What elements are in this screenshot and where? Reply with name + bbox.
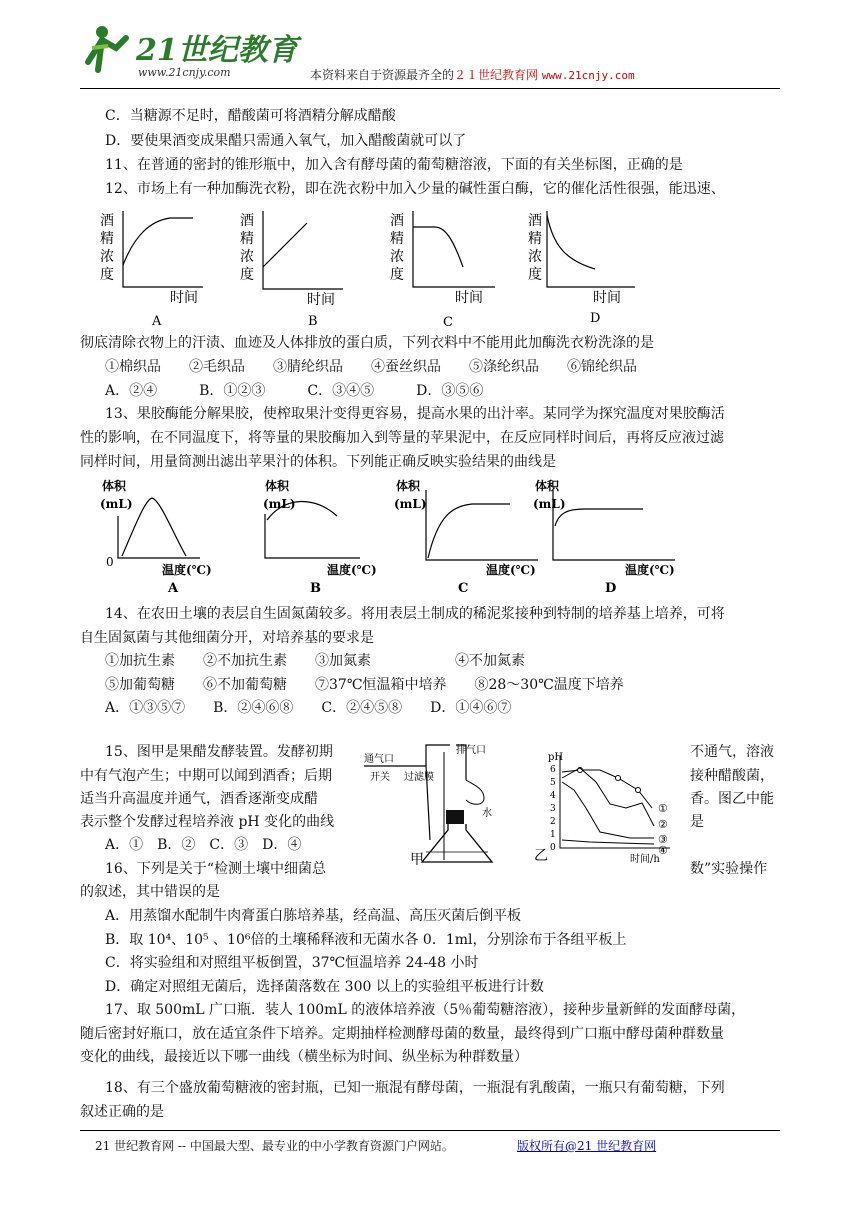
curve-b — [263, 223, 307, 267]
svg-text:③: ③ — [658, 833, 668, 846]
svg-text:体积: 体积 — [396, 479, 421, 493]
text-line: 不通气，溶液 — [690, 744, 774, 760]
svg-text:①: ① — [658, 802, 668, 815]
answer-options: A．②④ B．①②③ C．③④⑤ D．③⑤⑥ — [105, 383, 484, 399]
footer-text: 21 世纪教育网 -- 中国最大型、最专业的中小学教育资源门户网站。 — [95, 1139, 454, 1153]
svg-text:1: 1 — [550, 830, 556, 840]
svg-text:pH: pH — [548, 752, 564, 763]
x-label: 时间 — [593, 290, 621, 306]
q11-chart-a — [100, 211, 203, 329]
ph-chart — [530, 748, 690, 868]
question-13: 13、果胶酶能分解果胶，使榨取果汁变得更容易，提高水果的出汁率。某同学为探究温度对果胶酶活 — [105, 406, 725, 422]
svg-text:水: 水 — [482, 808, 492, 819]
chart-label-c: C — [443, 315, 453, 330]
chart-label-b: B — [310, 581, 321, 596]
svg-text:精: 精 — [390, 231, 404, 247]
svg-text:过滤膜: 过滤膜 — [404, 772, 434, 783]
axes — [265, 514, 360, 558]
flask — [422, 824, 492, 862]
option-a: A．用蒸馏水配制牛肉膏蛋白胨培养基，经高温、高压灭菌后倒平板 — [105, 908, 522, 924]
text-line: 的叙述，其中错误的是 — [80, 884, 220, 900]
curve-c — [413, 227, 463, 267]
question-11: 11、在普通的密封的锥形瓶中，加入含有酵母菌的葡萄糖溶液，下面的有关坐标图，正确的是 — [105, 157, 683, 173]
y-label-char: 精 — [100, 231, 114, 247]
svg-text:温度(℃): 温度(℃) — [625, 563, 675, 577]
text-line: 叙述正确的是 — [80, 1104, 164, 1120]
chart-label-d: D — [605, 581, 617, 596]
y-label-char: 酒 — [100, 213, 114, 229]
svg-text:酒: 酒 — [240, 213, 254, 229]
text-line: C．当糖源不足时，醋酸菌可将酒精分解成醋酸 — [105, 108, 396, 124]
y-label-char: 度 — [100, 267, 114, 283]
chart-label-d: D — [590, 311, 601, 326]
svg-text:5: 5 — [550, 778, 556, 788]
svg-text:时间/h: 时间/h — [630, 854, 660, 865]
svg-text:排气口: 排气口 — [456, 745, 486, 756]
text-line: 数”实验操作 — [690, 861, 768, 877]
page-header — [80, 14, 780, 84]
options-list: ⑤加葡萄糖 ⑥不加葡萄糖 ⑦37℃恒温箱中培养 ⑧28～30℃温度下培养 — [105, 677, 624, 693]
svg-text:体积: 体积 — [265, 479, 290, 493]
q13-chart-a — [100, 478, 212, 596]
text-line: 性的影响，在不同温度下，将等量的果胶酶加入到等量的苹果泥中，在反应同样时间后，再将反应液过滤 — [80, 430, 724, 446]
chart-label-a: A — [152, 314, 162, 329]
axes — [263, 211, 343, 289]
svg-text:度: 度 — [240, 267, 254, 283]
svg-text:通气口: 通气口 — [364, 754, 394, 765]
curve-c — [428, 504, 510, 558]
options-list: ①棉织品 ②毛织品 ③腈纶织品 ④蚕丝织品 ⑤涤纶织品 ⑥锦纶织品 — [105, 359, 637, 375]
svg-text:度: 度 — [390, 267, 404, 283]
svg-text:3: 3 — [550, 804, 556, 814]
svg-text:体积: 体积 — [102, 479, 127, 493]
q11-chart-c — [390, 211, 495, 330]
text-line: 表示整个发酵过程培养液 pH 变化的曲线 — [80, 814, 335, 830]
answer-options: A．①③⑤⑦ B．②④⑥⑧ C．②④⑤⑧ D．①④⑥⑦ — [105, 700, 512, 716]
question-18: 18、有三个盛放葡萄糖液的密封瓶，已知一瓶混有酵母菌，一瓶混有乳酸菌，一瓶只有葡萄糖，下列 — [105, 1080, 725, 1096]
text-line: 中有气泡产生；中期可以闻到酒香；后期 — [80, 768, 332, 784]
x-label: 时间 — [170, 290, 198, 306]
text-line: 变化的曲线，最接近以下哪一曲线（横坐标为时间、纵坐标为种群数量） — [80, 1049, 528, 1065]
curve-d — [555, 509, 643, 526]
svg-text:(mL): (mL) — [394, 497, 427, 511]
option-c: C．将实验组和对照组平板倒置，37℃恒温培养 24-48 小时 — [105, 955, 479, 971]
source-url[interactable]: www.21cnjy.com — [541, 69, 635, 82]
svg-text:0: 0 — [550, 843, 556, 853]
header-divider — [80, 88, 780, 89]
question-14: 14、在农田土壤的表层自生固氮菌较多。将用表层土制成的稀泥浆接种到特制的培养基上培养，可将 — [105, 606, 725, 622]
svg-text:(mL): (mL) — [533, 497, 566, 511]
svg-text:浓: 浓 — [240, 249, 254, 265]
svg-text:开关: 开关 — [370, 772, 390, 783]
q13-chart-d — [533, 478, 675, 596]
svg-text:温度(℃): 温度(℃) — [162, 563, 212, 577]
chart-label-b: B — [308, 314, 318, 329]
q13-chart-b — [263, 478, 377, 596]
svg-text:0: 0 — [106, 555, 114, 569]
svg-text:温度(℃): 温度(℃) — [327, 563, 377, 577]
x-label: 时间 — [455, 290, 483, 306]
svg-text:(mL): (mL) — [263, 497, 296, 511]
fermentation-apparatus — [360, 740, 530, 865]
ph-curve-4 — [562, 840, 654, 844]
curve-d — [547, 215, 595, 269]
svg-text:(mL): (mL) — [100, 497, 133, 511]
svg-text:浓: 浓 — [390, 249, 404, 265]
q11-chart-d — [528, 211, 635, 326]
source-note: 本资料来自于资源最齐全的２１世纪教育网 www.21cnjy.com — [310, 68, 635, 82]
site-logo — [80, 18, 310, 82]
q11-chart-b — [240, 211, 343, 329]
q11-charts — [95, 205, 655, 330]
svg-text:2: 2 — [550, 817, 556, 827]
text-line: D．要使果酒变成果醋只需通入氧气，加入醋酸菌就可以了 — [105, 133, 467, 149]
axes — [426, 490, 538, 560]
option-b: B．取 10⁴、10⁵ 、10⁶倍的土壤稀释液和无菌水各 0．1ml，分别涂布于各组平板上 — [105, 932, 627, 948]
text-line: 随后密封好瓶口，放在适宜条件下培养。定期抽样检测酵母菌的数量，最终得到广口瓶中酵母菌种群数量 — [80, 1026, 724, 1042]
chart-label-a: A — [168, 581, 179, 596]
fig-label-yi: 乙 — [534, 848, 548, 864]
logo-text: 21世纪教育 — [136, 33, 298, 68]
answer-options: A．① B．② C．③ D．④ — [105, 837, 302, 853]
svg-text:酒: 酒 — [528, 213, 542, 229]
svg-text:6: 6 — [550, 765, 556, 775]
svg-text:酒: 酒 — [390, 213, 404, 229]
logo-url: www.21cnjy.com — [138, 66, 231, 79]
axes — [547, 211, 635, 287]
fig-label-jia: 甲 — [410, 852, 424, 865]
axes — [553, 490, 675, 560]
question-15: 15、图甲是果醋发酵装置。发酵初期 — [105, 744, 333, 760]
svg-text:④: ④ — [658, 844, 668, 857]
svg-text:温度(℃): 温度(℃) — [486, 563, 536, 577]
chart-label-c: C — [458, 581, 469, 596]
options-list: ①加抗生素 ②不加抗生素 ③加氮素 ④不加氮素 — [105, 653, 525, 669]
svg-text:精: 精 — [240, 231, 254, 247]
question-16: 16、下列是关于“检测土壤中细菌总 — [105, 861, 326, 877]
text-line: 是 — [690, 814, 704, 830]
y-label-char: 浓 — [100, 249, 114, 265]
text-line: 同样时间，用量筒测出滤出苹果汁的体积。下列能正确反映实验结果的曲线是 — [80, 454, 556, 470]
question-12: 12、市场上有一种加酶洗衣粉，即在洗衣粉中加入少量的碱性蛋白酶，它的催化活性很强，能迅速、 — [105, 181, 725, 197]
ph-curve-2 — [562, 768, 654, 826]
text-line: 适当升高温度并通气，酒香逐渐变成醋 — [80, 791, 318, 807]
copyright-link[interactable]: 版权所有@21 世纪教育网 — [517, 1139, 657, 1153]
footer-divider — [80, 1130, 780, 1131]
text-line: 接种醋酸菌， — [690, 768, 774, 784]
svg-text:体积: 体积 — [535, 479, 560, 493]
curve-a — [123, 218, 193, 265]
q13-chart-c — [394, 478, 538, 596]
svg-text:精: 精 — [528, 231, 542, 247]
axes — [413, 211, 495, 287]
text-line: 彻底清除衣物上的汗渍、血迹及人体排放的蛋白质，下列衣料中不能用此加酶洗衣粉洗涤的是 — [80, 335, 654, 351]
svg-text:4: 4 — [550, 791, 556, 801]
x-label: 时间 — [307, 292, 335, 308]
axes — [123, 211, 203, 287]
text-line: 自生固氮菌与其他细菌分开，对培养基的要求是 — [80, 630, 374, 646]
q13-charts — [100, 476, 700, 596]
svg-text:浓: 浓 — [528, 249, 542, 265]
svg-text:②: ② — [658, 818, 668, 831]
text-line: 香。图乙中能 — [690, 791, 774, 807]
svg-text:度: 度 — [528, 267, 542, 283]
question-17: 17、取 500mL 广口瓶．装人 100mL 的液体培养液（5％葡萄糖溶液），接种步量新鲜的发面酵母菌， — [105, 1002, 746, 1018]
source-name: ２１世纪教育网 — [454, 68, 539, 82]
option-d: D．确定对照组无菌后，选择菌落数在 300 以上的实验组平板进行计数 — [105, 979, 544, 995]
